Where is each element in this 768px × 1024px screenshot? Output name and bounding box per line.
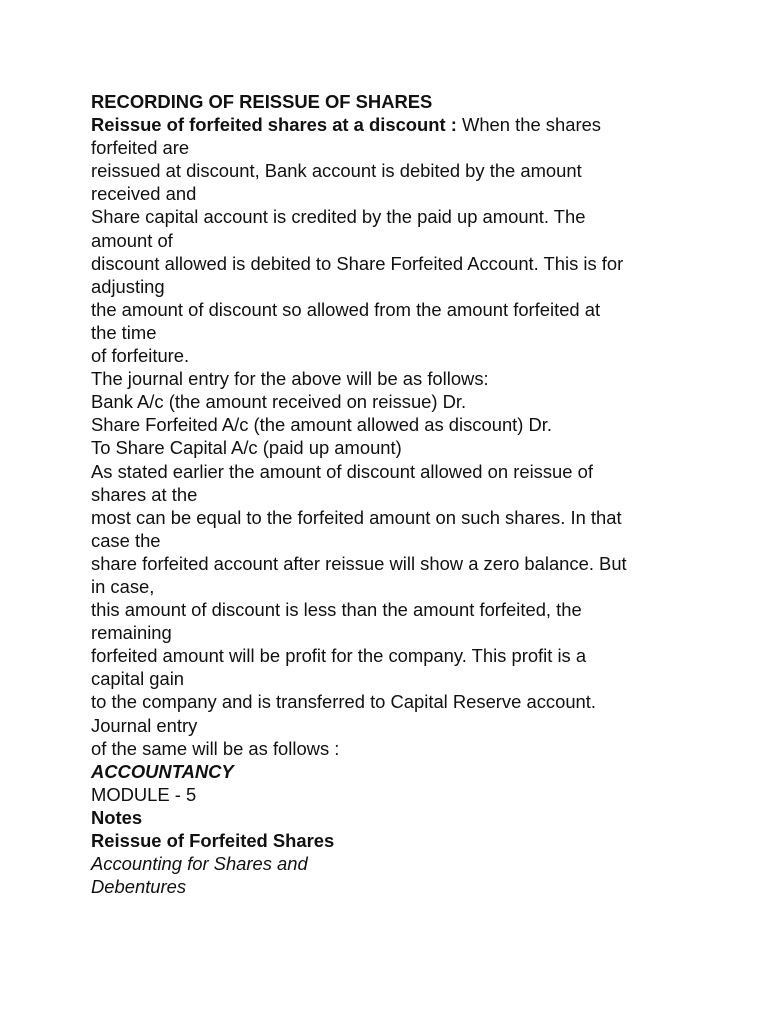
subheading-text: When the shares bbox=[456, 114, 601, 136]
chapter-title-line-1: Accounting for Shares and bbox=[91, 853, 308, 875]
body-line: reissued at discount, Bank account is debited by the amount bbox=[91, 160, 582, 182]
section-title: Reissue of Forfeited Shares bbox=[91, 830, 335, 851]
body-text bbox=[91, 136, 691, 760]
body-line: of forfeiture. bbox=[91, 345, 190, 367]
body-line: this amount of discount is less than the amount forfeited, the bbox=[91, 599, 582, 621]
body-line: Share capital account is credited by the paid up amount. The bbox=[91, 206, 586, 228]
subheading-title: Reissue of forfeited shares at a discount : bbox=[91, 114, 457, 136]
body-line: discount allowed is debited to Share Forfeited Account. This is for bbox=[91, 252, 624, 274]
body-line: capital gain bbox=[91, 668, 185, 690]
body-line: amount of bbox=[91, 229, 173, 251]
body-line: The journal entry for the above will be as follows: bbox=[91, 368, 489, 390]
body-line: To Share Capital A/c (paid up amount) bbox=[91, 437, 402, 459]
document-heading: RECORDING OF REISSUE OF SHARES bbox=[91, 91, 433, 112]
subheading-line bbox=[91, 113, 691, 136]
body-line: to the company and is transferred to Capital Reserve account. bbox=[91, 691, 596, 713]
body-line: case the bbox=[91, 529, 161, 551]
body-line: Share Forfeited A/c (the amount allowed as discount) Dr. bbox=[91, 414, 553, 436]
body-line: most can be equal to the forfeited amount on such shares. In that bbox=[91, 506, 622, 528]
body-line: in case, bbox=[91, 575, 155, 597]
body-line: shares at the bbox=[91, 483, 198, 505]
notes-label: Notes bbox=[91, 806, 143, 828]
body-line: forfeited are bbox=[91, 137, 190, 159]
document-body bbox=[91, 90, 691, 898]
body-line: the time bbox=[91, 321, 157, 343]
body-line: As stated earlier the amount of discount allowed on reissue of bbox=[91, 460, 593, 482]
subject-label: ACCOUNTANCY bbox=[91, 760, 234, 782]
body-line: Journal entry bbox=[91, 714, 198, 736]
body-line: forfeited amount will be profit for the company. This profit is a bbox=[91, 645, 587, 667]
chapter-title-line-2: Debentures bbox=[91, 876, 187, 898]
body-line: remaining bbox=[91, 622, 172, 644]
module-label: MODULE - 5 bbox=[91, 783, 197, 805]
body-line: Bank A/c (the amount received on reissue) Dr. bbox=[91, 391, 467, 413]
body-line: adjusting bbox=[91, 275, 165, 297]
body-line: of the same will be as follows : bbox=[91, 737, 340, 759]
body-line: the amount of discount so allowed from the amount forfeited at bbox=[91, 298, 601, 320]
body-line: share forfeited account after reissue will show a zero balance. But bbox=[91, 552, 627, 574]
body-line: received and bbox=[91, 183, 197, 205]
